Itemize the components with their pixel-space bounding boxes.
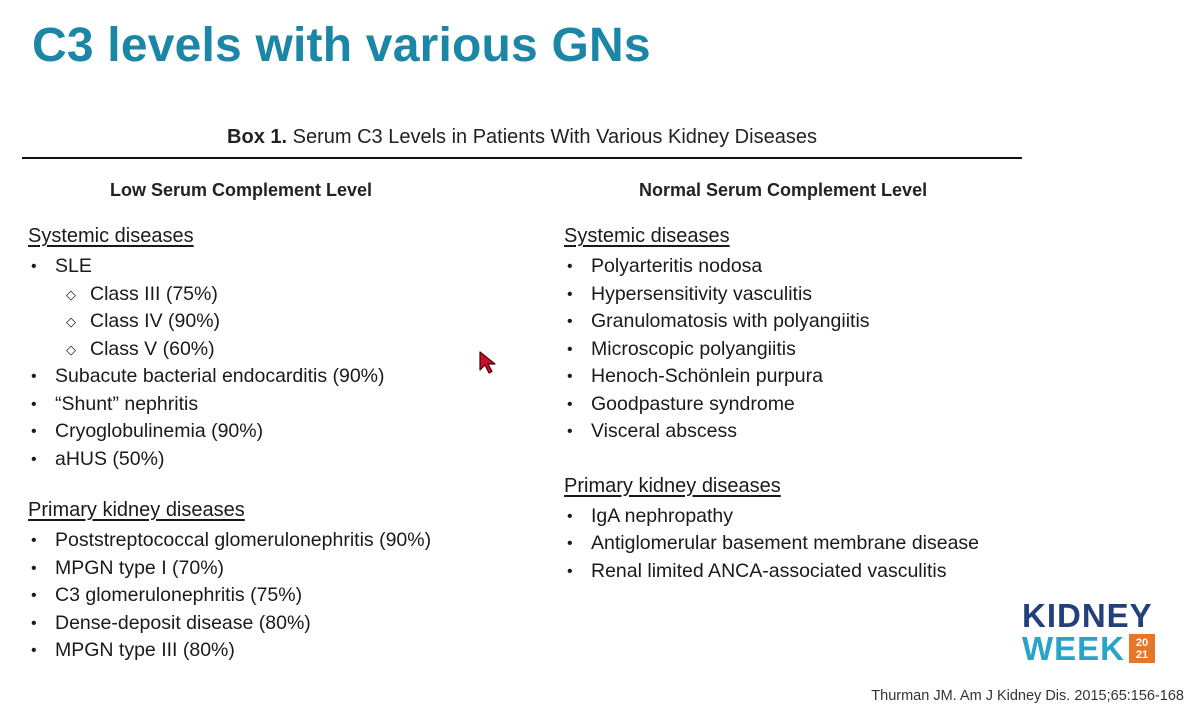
box-label: Box 1. bbox=[227, 126, 288, 148]
left-primary-heading: Primary kidney diseases bbox=[28, 499, 245, 521]
citation: Thurman JM. Am J Kidney Dis. 2015;65:156-168 bbox=[871, 688, 1184, 704]
list-item: • C3 glomerulonephritis (75%) bbox=[28, 582, 528, 610]
list-item: • MPGN type III (80%) bbox=[28, 637, 528, 665]
kidney-week-logo bbox=[1022, 597, 1172, 668]
sub-list-item: ◇ Class IV (90%) bbox=[28, 308, 528, 336]
logo-week-text: WEEK bbox=[1022, 630, 1125, 667]
list-item: • Hypersensitivity vasculitis bbox=[564, 281, 1044, 309]
left-systemic-heading: Systemic diseases bbox=[28, 225, 194, 247]
list-item: • Subacute bacterial endocarditis (90%) bbox=[28, 363, 528, 391]
list-item: • Antiglomerular basement membrane disease bbox=[564, 530, 1044, 558]
left-systemic-list bbox=[28, 253, 528, 473]
right-systemic-list bbox=[564, 253, 1044, 446]
right-primary-heading: Primary kidney diseases bbox=[564, 474, 781, 497]
slide-title: C3 levels with various GNs bbox=[32, 19, 651, 72]
list-item: • Microscopic polyangiitis bbox=[564, 336, 1044, 364]
list-item: • SLE bbox=[28, 253, 528, 281]
list-item: • Visceral abscess bbox=[564, 418, 1044, 446]
sub-list-item: ◇ Class III (75%) bbox=[28, 281, 528, 309]
normal-complement-heading: Normal Serum Complement Level bbox=[639, 180, 928, 200]
list-item: • Goodpasture syndrome bbox=[564, 391, 1044, 419]
box-title bbox=[22, 126, 1022, 149]
right-systemic-heading: Systemic diseases bbox=[564, 225, 730, 247]
logo-year-badge bbox=[1129, 634, 1155, 663]
list-item: • IgA nephropathy bbox=[564, 503, 1044, 531]
list-item: • Poststreptococcal glomerulonephritis (90%) bbox=[28, 527, 528, 555]
list-item: • Granulomatosis with polyangiitis bbox=[564, 308, 1044, 336]
list-item: • aHUS (50%) bbox=[28, 446, 528, 474]
sub-list-item: ◇ Class V (60%) bbox=[28, 336, 528, 364]
list-item: • “Shunt” nephritis bbox=[28, 391, 528, 419]
left-primary-list bbox=[28, 527, 528, 665]
logo-year-top: 20 bbox=[1135, 636, 1149, 649]
normal-complement-column bbox=[564, 180, 1044, 585]
box-divider bbox=[22, 157, 1022, 159]
mouse-pointer-icon bbox=[478, 350, 500, 376]
logo-kidney-text: KIDNEY bbox=[1022, 597, 1153, 634]
list-item: • Dense-deposit disease (80%) bbox=[28, 610, 528, 638]
list-item: • MPGN type I (70%) bbox=[28, 555, 528, 583]
list-item: • Renal limited ANCA-associated vasculitis bbox=[564, 558, 1044, 586]
right-primary-list bbox=[564, 503, 1044, 586]
list-item: • Cryoglobulinemia (90%) bbox=[28, 418, 528, 446]
low-complement-column bbox=[28, 180, 528, 665]
box-caption: Serum C3 Levels in Patients With Various Kidney Diseases bbox=[287, 126, 817, 148]
low-complement-heading: Low Serum Complement Level bbox=[110, 180, 373, 200]
list-item: • Henoch-Schönlein purpura bbox=[564, 363, 1044, 391]
logo-year-bottom: 21 bbox=[1135, 648, 1149, 661]
list-item: • Polyarteritis nodosa bbox=[564, 253, 1044, 281]
